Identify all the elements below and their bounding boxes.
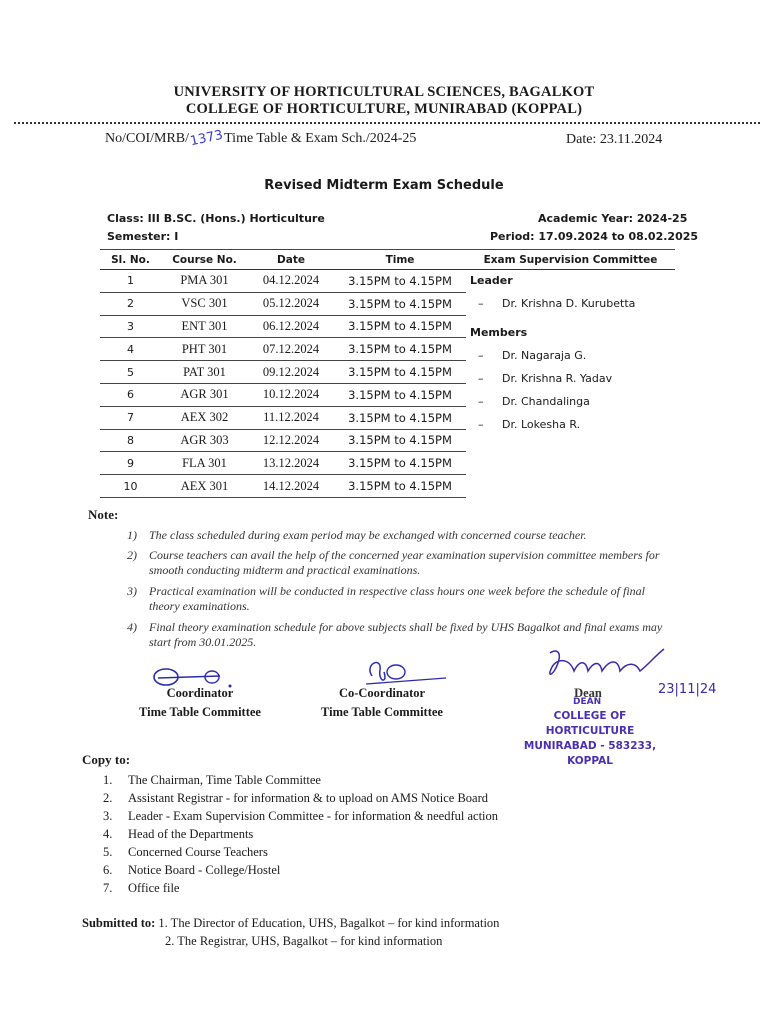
- col-header-course: Course No.: [161, 250, 248, 270]
- col-header-committee: Exam Supervision Committee: [466, 250, 675, 270]
- dean-sign-date: 23|11|24: [658, 682, 717, 697]
- table-row: 2 VSC 301 05.12.2024 3.15PM to 4.15PM: [100, 292, 675, 315]
- table-row: 6 AGR 301 10.12.2024 3.15PM to 4.15PM: [100, 383, 675, 406]
- coordinator-committee: Time Table Committee: [139, 705, 261, 719]
- table-row: 1 PMA 301 04.12.2024 3.15PM to 4.15PM Leader – Dr. Krishna D. Kurubetta Members – Dr. Nagaraja G. – Dr. Krishna R. Yadav – Dr. Chandalinga – Dr. Lokesha R.: [100, 270, 675, 293]
- submitted-to-line-1: Submitted to: 1. The Director of Education, UHS, Bagalkot – for kind information: [82, 916, 500, 930]
- header-divider: [14, 122, 760, 124]
- table-row: 5 PAT 301 09.12.2024 3.15PM to 4.15PM: [100, 361, 675, 384]
- table-row: 10 AEX 301 14.12.2024 3.15PM to 4.15PM: [100, 475, 675, 498]
- dean-role: Dean: [574, 686, 602, 700]
- list-item: 3. Leader - Exam Supervision Committee - for information & needful action: [103, 809, 499, 823]
- class-label: Class: III B.SC. (Hons.) Horticulture: [107, 212, 325, 225]
- coordinator-role: Coordinator: [166, 686, 234, 700]
- co-coordinator-signature: [358, 654, 448, 688]
- semester-label: Semester: I: [107, 230, 179, 243]
- dean-stamp: COLLEGE OF HORTICULTURE MUNIRABAD - 583233, KOPPAL: [523, 710, 657, 767]
- committee-cell: [466, 270, 675, 498]
- document-title: Revised Midterm Exam Schedule: [264, 178, 504, 193]
- period-label: Period: 17.09.2024 to 08.02.2025: [490, 230, 699, 243]
- academic-year-label: Academic Year: 2024-25: [538, 212, 688, 225]
- exam-schedule-table: [100, 249, 675, 498]
- notes-heading: Note:: [88, 507, 119, 522]
- table-row: 8 AGR 303 12.12.2024 3.15PM to 4.15PM: [100, 429, 675, 452]
- committee-member: – Dr. Lokesha R.: [478, 418, 581, 431]
- co-coordinator-committee: Time Table Committee: [321, 705, 443, 719]
- table-header-row: [100, 250, 675, 270]
- issue-date: Date: 23.11.2024: [566, 132, 663, 147]
- table-row: 7 AEX 302 11.12.2024 3.15PM to 4.15PM: [100, 406, 675, 429]
- list-item: 1. The Chairman, Time Table Committee: [103, 773, 321, 787]
- col-header-time: Time: [334, 250, 466, 270]
- copy-to-list: [103, 771, 498, 897]
- dean-signature: [540, 645, 680, 685]
- table-row: 3 ENT 301 06.12.2024 3.15PM to 4.15PM: [100, 315, 675, 338]
- committee-member: – Dr. Krishna R. Yadav: [478, 372, 613, 385]
- list-item: 4. Head of the Departments: [103, 827, 254, 841]
- coordinator-block: [128, 684, 272, 722]
- university-name: UNIVERSITY OF HORTICULTURAL SCIENCES, BAGALKOT: [173, 84, 595, 100]
- committee-leader: – Dr. Krishna D. Kurubetta: [478, 297, 636, 310]
- copy-to-heading: Copy to:: [82, 752, 131, 767]
- dean-stamp-title: DEAN: [573, 697, 602, 707]
- submitted-to-line-2: 2. The Registrar, UHS, Bagalkot – for kind information: [165, 934, 443, 948]
- table-row: 9 FLA 301 13.12.2024 3.15PM to 4.15PM: [100, 452, 675, 475]
- committee-members-label: Members: [470, 326, 528, 339]
- col-header-sl: Sl. No.: [100, 250, 161, 270]
- college-name: COLLEGE OF HORTICULTURE, MUNIRABAD (KOPPAL): [185, 101, 583, 117]
- col-header-date: Date: [248, 250, 334, 270]
- committee-leader-label: Leader: [470, 274, 513, 287]
- committee-member: – Dr. Chandalinga: [478, 395, 590, 408]
- list-item: 5. Concerned Course Teachers: [103, 845, 268, 859]
- table-row: 4 PHT 301 07.12.2024 3.15PM to 4.15PM: [100, 338, 675, 361]
- co-coordinator-role: Co-Coordinator: [338, 686, 426, 700]
- handwritten-ref-number: 1373: [188, 127, 225, 150]
- co-coordinator-block: [310, 684, 454, 722]
- committee-member: – Dr. Nagaraja G.: [478, 349, 587, 362]
- list-item: 2. Assistant Registrar - for information & to upload on AMS Notice Board: [103, 791, 489, 805]
- list-item: 7. Office file: [103, 881, 180, 895]
- reference-number: No/COI/MRB/1373Time Table & Exam Sch./2024-25: [105, 127, 417, 150]
- list-item: 6. Notice Board - College/Hostel: [103, 863, 281, 877]
